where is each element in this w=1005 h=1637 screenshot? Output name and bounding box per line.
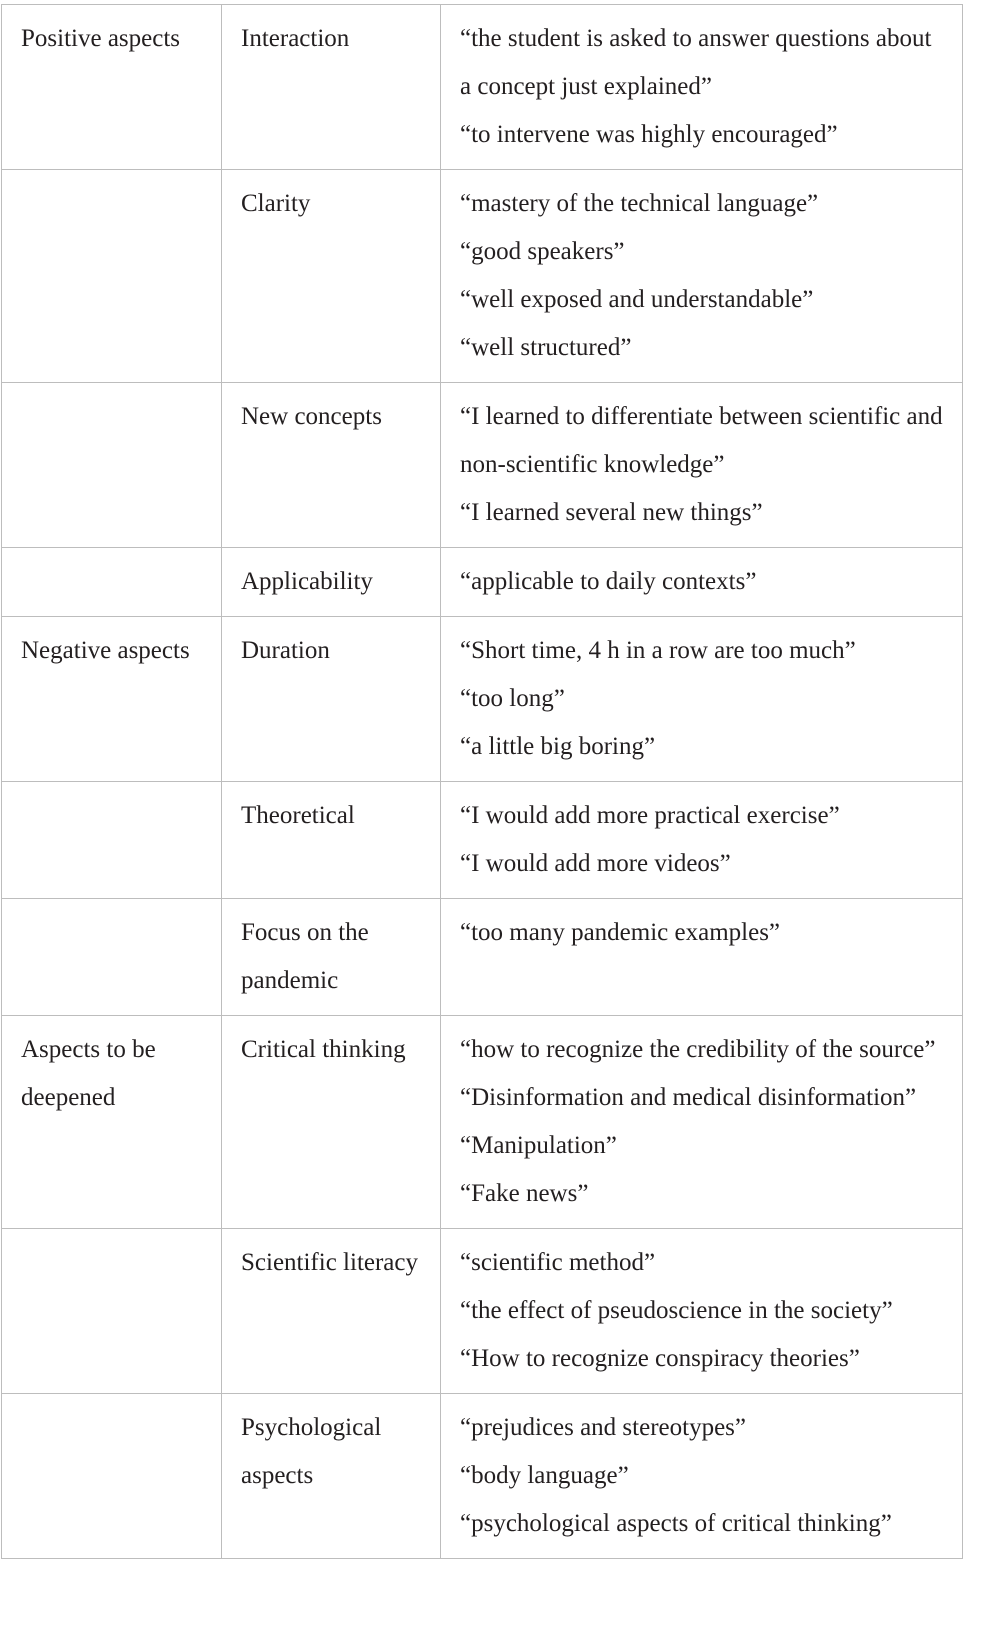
table-row [2,383,963,548]
table-row [2,5,963,170]
quote-text: “How to recognize conspiracy theories” [460,1345,860,1372]
category-cell [2,383,222,548]
feedback-table [1,4,963,1559]
quote-text: “I would add more practical exercise” [460,802,840,829]
quotes-cell [441,617,963,782]
category-cell: Aspects to be deepened [2,1016,222,1229]
quote-text: “scientific method” [460,1249,656,1276]
category-cell [2,170,222,383]
table-row [2,782,963,899]
quotes-cell [441,899,963,1016]
category-cell [2,1229,222,1394]
quote-text: “Fake news” [460,1180,589,1207]
quote-text: “a little big boring” [460,733,656,760]
quote-text: “I learned to differentiate between scientific and non-scientific knowledge” [460,403,943,478]
table-row [2,1229,963,1394]
theme-cell: Focus on the pandemic [222,899,441,1016]
quote-text: “too many pandemic examples” [460,919,781,946]
theme-cell: Psychological aspects [222,1394,441,1559]
category-cell: Positive aspects [2,5,222,170]
theme-cell: Theoretical [222,782,441,899]
theme-cell: Interaction [222,5,441,170]
category-cell [2,548,222,617]
quotes-cell [441,1229,963,1394]
quote-text: “how to recognize the credibility of the source” [460,1036,936,1063]
category-cell [2,782,222,899]
quote-text: “too long” [460,685,565,712]
theme-cell: Applicability [222,548,441,617]
quote-text: “Disinformation and medical disinformation” [460,1084,917,1111]
table-row [2,617,963,782]
quote-text: “body language” [460,1462,629,1489]
quotes-cell [441,1394,963,1559]
quote-text: “the student is asked to answer questions about a concept just explained” [460,25,932,100]
quote-text: “good speakers” [460,238,625,265]
table-body [2,5,963,1559]
quote-text: “psychological aspects of critical thinking” [460,1510,892,1537]
quote-text: “Short time, 4 h in a row are too much” [460,637,856,664]
quote-text: “to intervene was highly encouraged” [460,121,838,148]
category-cell [2,1394,222,1559]
quote-text: “I learned several new things” [460,499,763,526]
table-row [2,1016,963,1229]
quote-text: “prejudices and stereotypes” [460,1414,746,1441]
quotes-cell [441,383,963,548]
quotes-cell [441,782,963,899]
quote-text: “Manipulation” [460,1132,617,1159]
theme-cell: Scientific literacy [222,1229,441,1394]
quotes-cell [441,1016,963,1229]
quotes-cell [441,548,963,617]
theme-cell: New concepts [222,383,441,548]
quotes-cell [441,170,963,383]
quote-text: “I would add more videos” [460,850,731,877]
quote-text: “applicable to daily contexts” [460,568,757,595]
quote-text: “well structured” [460,334,632,361]
quote-text: “mastery of the technical language” [460,190,819,217]
quotes-cell [441,5,963,170]
table-row [2,548,963,617]
category-cell: Negative aspects [2,617,222,782]
table-row [2,1394,963,1559]
table-row [2,170,963,383]
quote-text: “well exposed and understandable” [460,286,814,313]
theme-cell: Critical thinking [222,1016,441,1229]
table-row [2,899,963,1016]
category-cell [2,899,222,1016]
theme-cell: Clarity [222,170,441,383]
quote-text: “the effect of pseudoscience in the society” [460,1297,893,1324]
theme-cell: Duration [222,617,441,782]
